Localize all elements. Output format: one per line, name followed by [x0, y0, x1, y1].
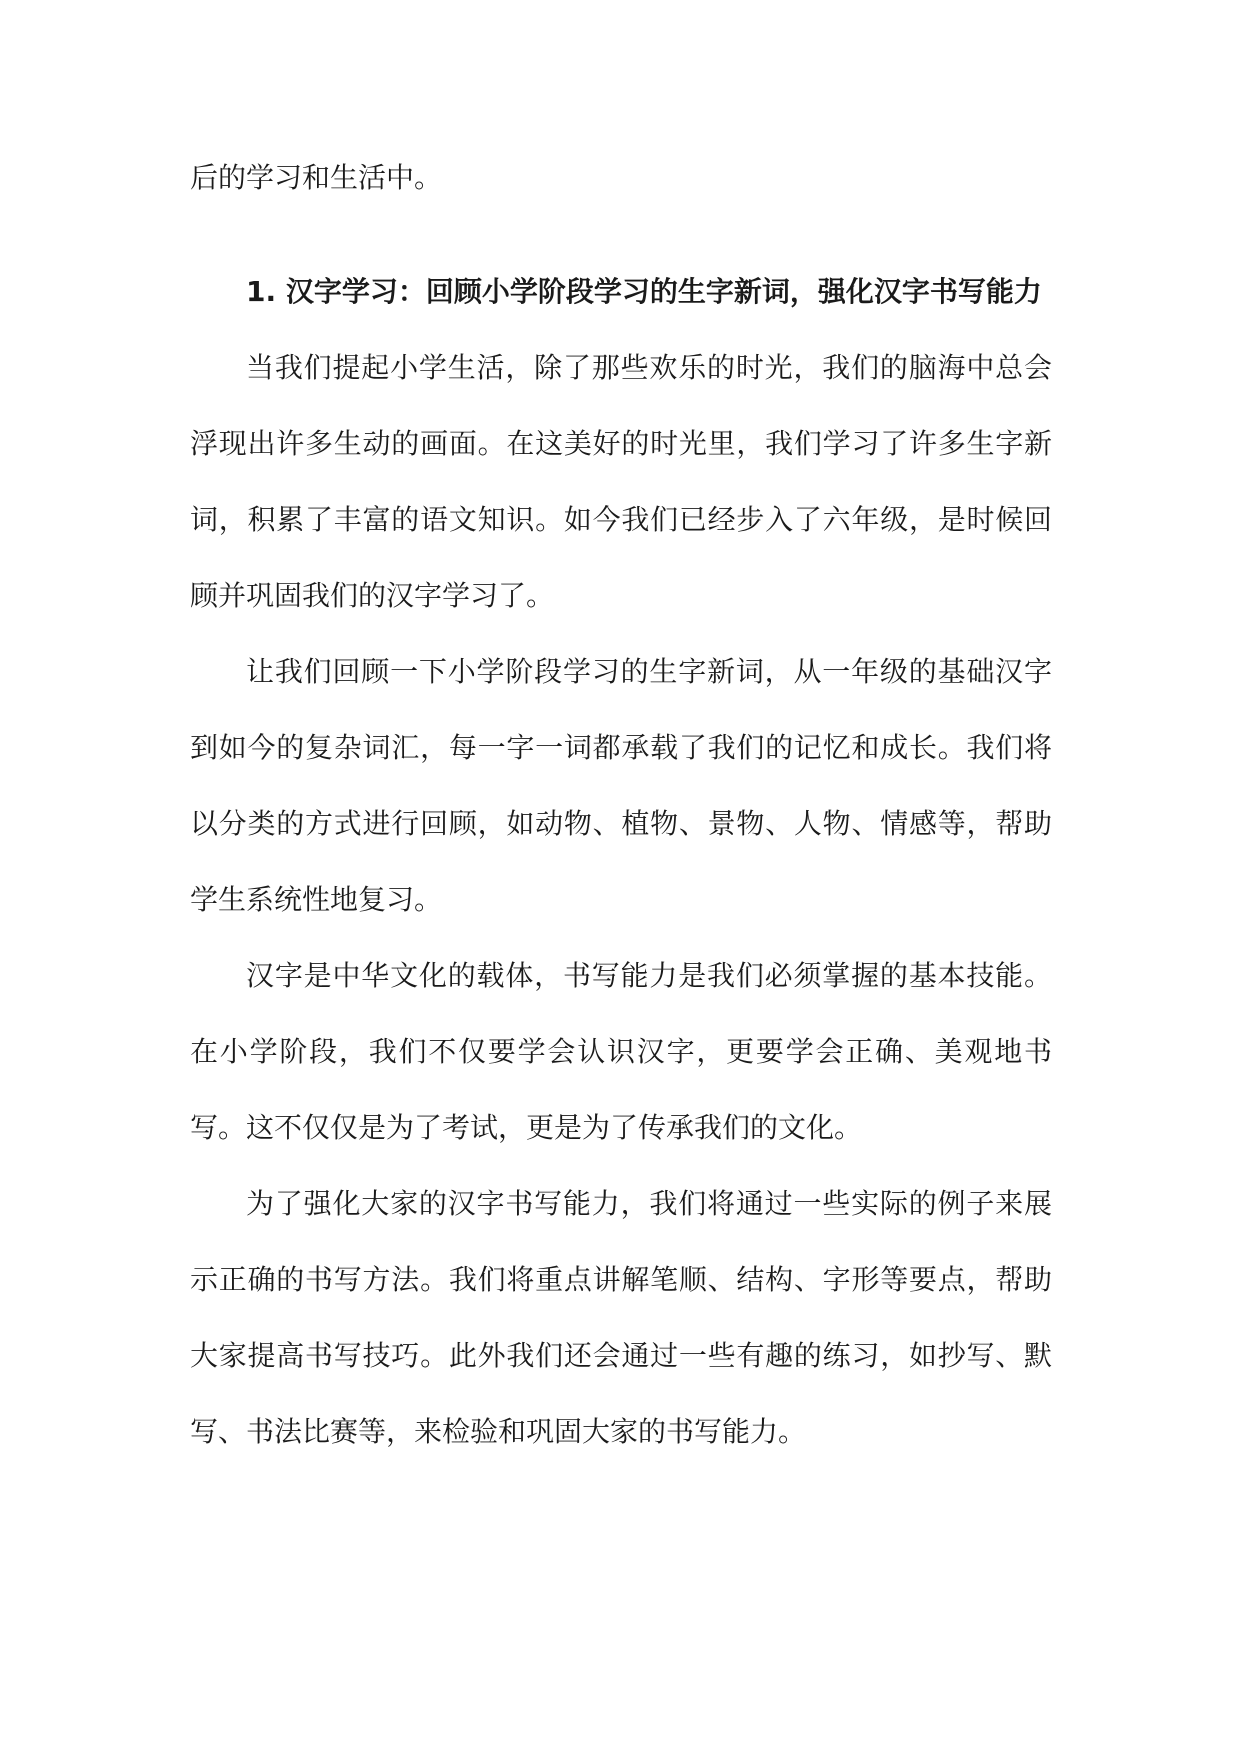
paragraph-2: 让我们回顾一下小学阶段学习的生字新词，从一年级的基础汉字到如今的复杂词汇，每一字一词都承载了我们的记忆和成长。我们将以分类的方式进行回顾，如动物、植物、景物、人物、情感等，帮助学生系统性地复习。	[190, 655, 1052, 916]
paragraph-1: 当我们提起小学生活，除了那些欢乐的时光，我们的脑海中总会浮现出许多生动的画面。在这美好的时光里，我们学习了许多生字新词，积累了丰富的语文知识。如今我们已经步入了六年级，是时候回顾并巩固我们的汉字学习了。	[190, 351, 1052, 612]
section-heading: 1. 汉字学习：回顾小学阶段学习的生字新词，强化汉字书写能力	[246, 275, 1042, 308]
carryover-text: 后的学习和生活中。	[190, 161, 443, 194]
document-body	[190, 140, 1052, 1470]
paragraph-3: 汉字是中华文化的载体，书写能力是我们必须掌握的基本技能。在小学阶段，我们不仅要学会认识汉字，更要学会正确、美观地书写。这不仅仅是为了考试，更是为了传承我们的文化。	[190, 959, 1052, 1144]
paragraph-4: 为了强化大家的汉字书写能力，我们将通过一些实际的例子来展示正确的书写方法。我们将重点讲解笔顺、结构、字形等要点，帮助大家提高书写技巧。此外我们还会通过一些有趣的练习，如抄写、默写、书法比赛等，来检验和巩固大家的书写能力。	[190, 1187, 1052, 1448]
